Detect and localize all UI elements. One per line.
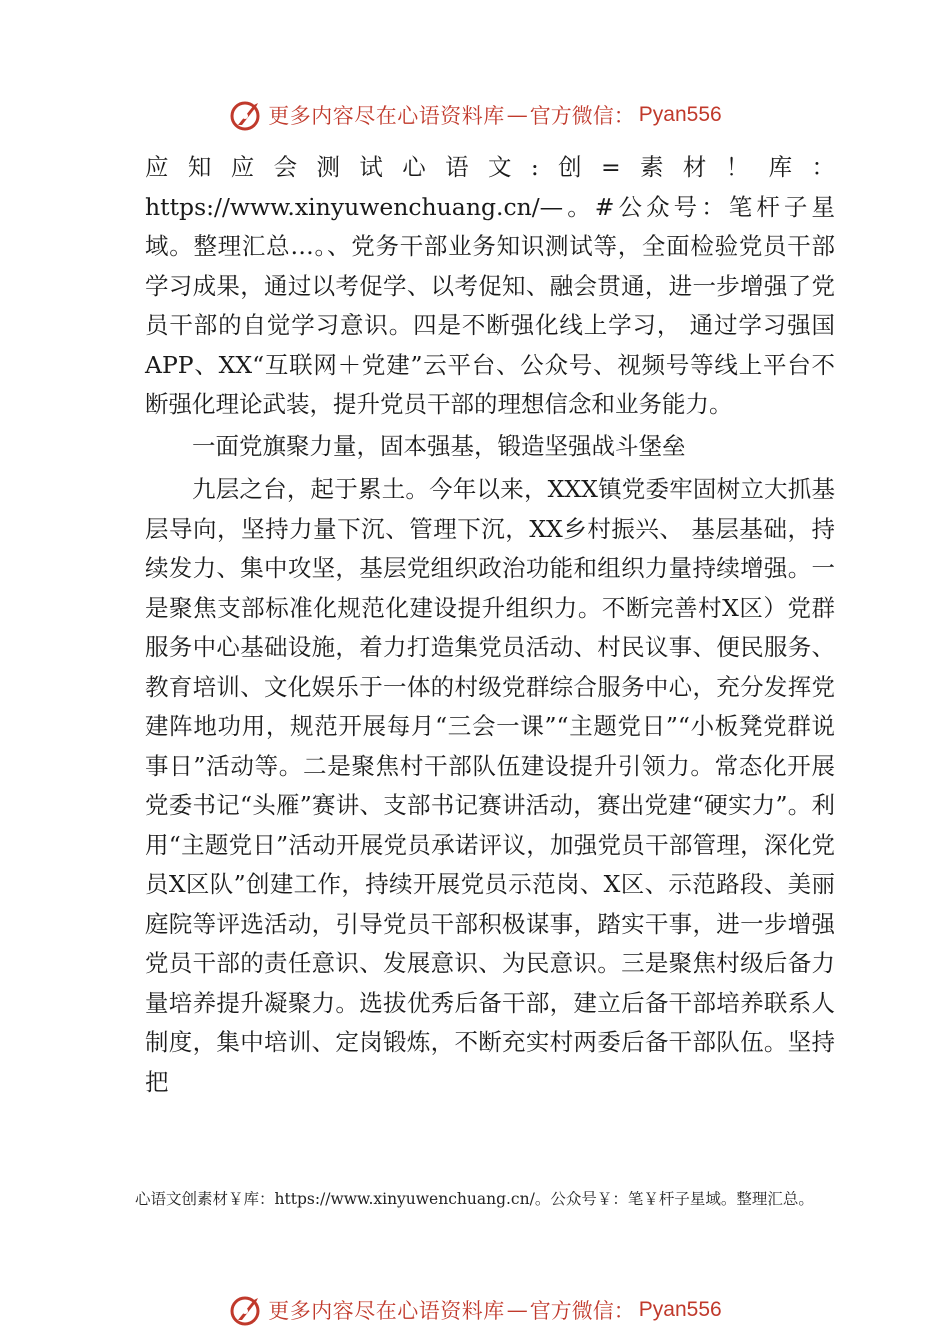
banner-label: 官方微信： bbox=[529, 104, 635, 128]
banner-separator: — bbox=[506, 1298, 528, 1322]
quill-logo-icon bbox=[228, 1292, 264, 1328]
document-body bbox=[145, 148, 835, 1102]
wechat-id: Pyan556 bbox=[638, 1298, 722, 1321]
header-banner bbox=[0, 95, 950, 135]
footer-banner bbox=[0, 1290, 950, 1330]
banner-separator: — bbox=[506, 103, 528, 127]
banner-label: 官方微信： bbox=[529, 1299, 635, 1323]
banner-text: 更多内容尽在心语资料库 bbox=[268, 1299, 505, 1323]
banner-text: 更多内容尽在心语资料库 bbox=[268, 104, 505, 128]
paragraph-2: 九层之台，起于累土。今年以来，XXX镇党委牢固树立大抓基层导向，坚持力量下沉、管理下沉，XX乡村振兴、 基层基础，持续发力、集中攻坚，基层党组织政治功能和组织力量持续增强。一是聚焦支部标准化规范化建设提升组织力。不断完善村X区）党群服务中心基础设施，着力打造集党员活动、村民议事、便民服务、教育培训、文化娱乐于一体的村级党群综合服务中心，充分发挥党建阵地功用，规范开展每月“三会一课”“主题党日”“小板凳党群说事日”活动等。二是聚焦村干部队伍建设提升引领力。常态化开展党委书记“头雁”赛讲、支部书记赛讲活动，赛出党建“硬实力”。利用“主题党日”活动开展党员承诺评议，加强党员干部管理，深化党员X区队”创建工作，持续开展党员示范岗、X区、示范路段、美丽庭院等评选活动，引导党员干部积极谋事，踏实干事，进一步增强党员干部的责任意识、发展意识、为民意识。三是聚焦村级后备力量培养提升凝聚力。选拔优秀后备干部，建立后备干部培养联系人制度，集中培训、定岗锻炼，不断充实村两委后备干部队伍。坚持把 bbox=[145, 475, 835, 1096]
paragraph-1: 应知应会测试心语文:创=素材！库：https://www.xinyuwenchuang.cn/—。#公众号：笔杆子星域。整理汇总…。、党务干部业务知识测试等，全面检验党员干部学习成果，通过以考促学、以考促知、融会贯通，进一步增强了党员干部的自觉学习意识。四是不断强化线上学习， 通过学习强国 APP、XX“互联网＋党建”云平台、公众号、视频号等线上平台不断强化理论武装，提升党员干部的理想信念和业务能力。 bbox=[145, 153, 835, 418]
section-heading: 一面党旗聚力量，固本强基，锻造坚强战斗堡垒 bbox=[192, 431, 686, 460]
wechat-id: Pyan556 bbox=[638, 103, 722, 126]
quill-logo-icon bbox=[228, 97, 264, 133]
footer-note: 心语文创素材￥库：https://www.xinyuwenchuang.cn/。公众号￥：笔￥杆子星域。整理汇总。 bbox=[135, 1190, 814, 1208]
